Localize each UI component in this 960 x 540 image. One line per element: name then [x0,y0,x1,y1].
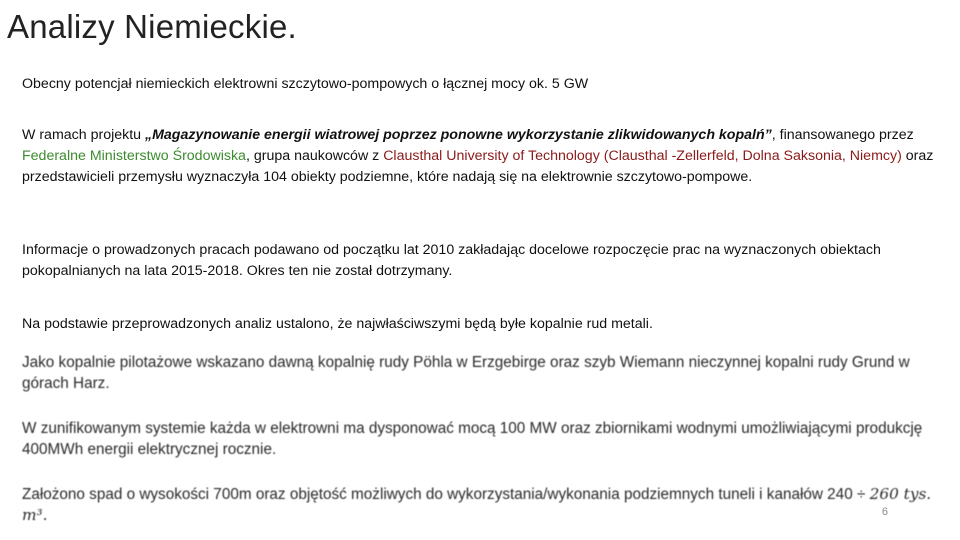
project-text-4: oraz przedstawicieli przemysłu wyznaczyła 104 obiekty podziemne, które nadają się na elektrownie szczytowo-pompowe. [22,148,934,185]
paragraph-timeline: Informacje o prowadzonych pracach podawano od początku lat 2010 zakładając docelowe rozpoczęcie prac na wyznaczonych obiektach pokopalnianych na lata 2015-2018. Okres ten nie został dotrzymany. [22,242,881,279]
page-number: 6 [881,506,888,518]
paragraph-potential: Obecny potencjał niemieckich elektrowni szczytowo-pompowych o łącznej mocy ok. 5 GW [22,76,589,92]
slide-title: Analizy Niemieckie. [7,8,297,45]
paragraph-conclusion: Na podstawie przeprowadzonych analiz ustalono, że najwłaściwszymi będą byłe kopalnie rud metali. [22,316,653,332]
project-text-2: , grupa naukowców z [245,148,384,164]
university-location: (Clausthal -Zellerfeld, Dolna Saksonia, Niemcy) [603,148,902,164]
paragraph-head-volume [22,484,950,526]
volume-formula: 260 tys. m³. [22,485,932,524]
paragraph-project [22,125,942,188]
project-text-1: , finansowanego przez [771,127,914,143]
paragraph-pilot-mines: Jako kopalnie pilotażowe wskazano dawną kopalnię rudy Pöhla w Erzgebirge oraz szyb Wiemann nieczynnej kopalni rudy Grund w górach Harz. [22,354,910,392]
head-volume-text: Założono spad o wysokości 700m oraz objętość możliwych do wykorzystania/wykonania podziemnych tuneli i kanałów 240 ÷ [22,486,870,503]
paragraph-unified-system: W zunifikowanym systemie każda w elektrowni ma dysponować mocą 100 MW oraz zbiornikami wodnymi umożliwiającymi produkcję 400MWh energii elektrycznej rocznie. [22,420,923,458]
ministry-name: Federalne Ministerstwo Środowiska [22,148,246,164]
project-name: „Magazynowanie energii wiatrowej poprzez ponowne wykorzystanie zlikwidowanych kopalń” [145,127,772,143]
project-intro-text: W ramach projektu [22,127,145,143]
university-name: Clausthal University of Technology [383,148,600,164]
